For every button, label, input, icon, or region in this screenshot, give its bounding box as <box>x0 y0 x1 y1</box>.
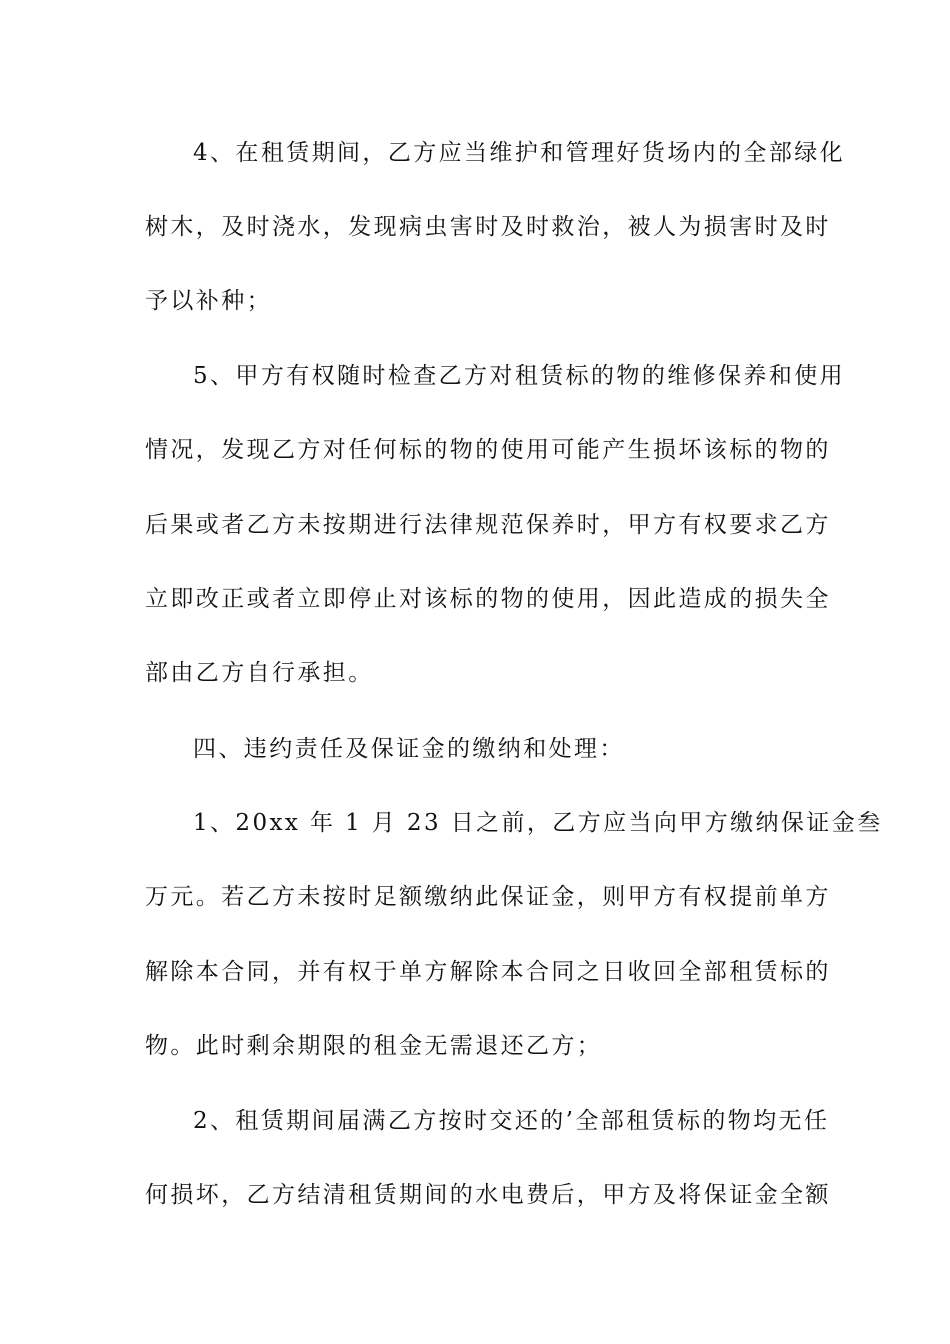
paragraph-5-line-5: 部由乙方自行承担。 <box>145 660 374 686</box>
clause-1-line-2: 万元。若乙方未按时足额缴纳此保证金，则甲方有权提前单方 <box>145 884 831 910</box>
clause-2-line-2: 何损坏，乙方结清租赁期间的水电费后，甲方及将保证金全额 <box>145 1182 831 1208</box>
section-4-heading: 四、违约责任及保证金的缴纳和处理： <box>193 736 625 762</box>
paragraph-4-line-3: 予以补种； <box>145 288 272 314</box>
paragraph-5-line-1: 5、甲方有权随时检查乙方对租赁标的物的维修保养和使用 <box>193 363 846 389</box>
paragraph-5-line-4: 立即改正或者立即停止对该标的物的使用，因此造成的损失全 <box>145 586 831 612</box>
clause-2-line-1: 2、租赁期间届满乙方按时交还的’全部租赁标的物均无任 <box>193 1108 830 1134</box>
clause-1-line-3: 解除本合同，并有权于单方解除本合同之日收回全部租赁标的 <box>145 959 831 985</box>
clause-1-line-1: 1、20xx 年 1 月 23 日之前，乙方应当向甲方缴纳保证金叁 <box>193 810 883 836</box>
paragraph-5-line-2: 情况，发现乙方对任何标的物的使用可能产生损坏该标的物的 <box>145 437 831 463</box>
paragraph-4-line-1: 4、在租赁期间，乙方应当维护和管理好货场内的全部绿化 <box>193 140 846 166</box>
paragraph-5-line-3: 后果或者乙方未按期进行法律规范保养时，甲方有权要求乙方 <box>145 512 831 538</box>
clause-1-line-4: 物。此时剩余期限的租金无需退还乙方； <box>145 1033 603 1059</box>
paragraph-4-line-2: 树木，及时浇水，发现病虫害时及时救治，被人为损害时及时 <box>145 214 831 240</box>
